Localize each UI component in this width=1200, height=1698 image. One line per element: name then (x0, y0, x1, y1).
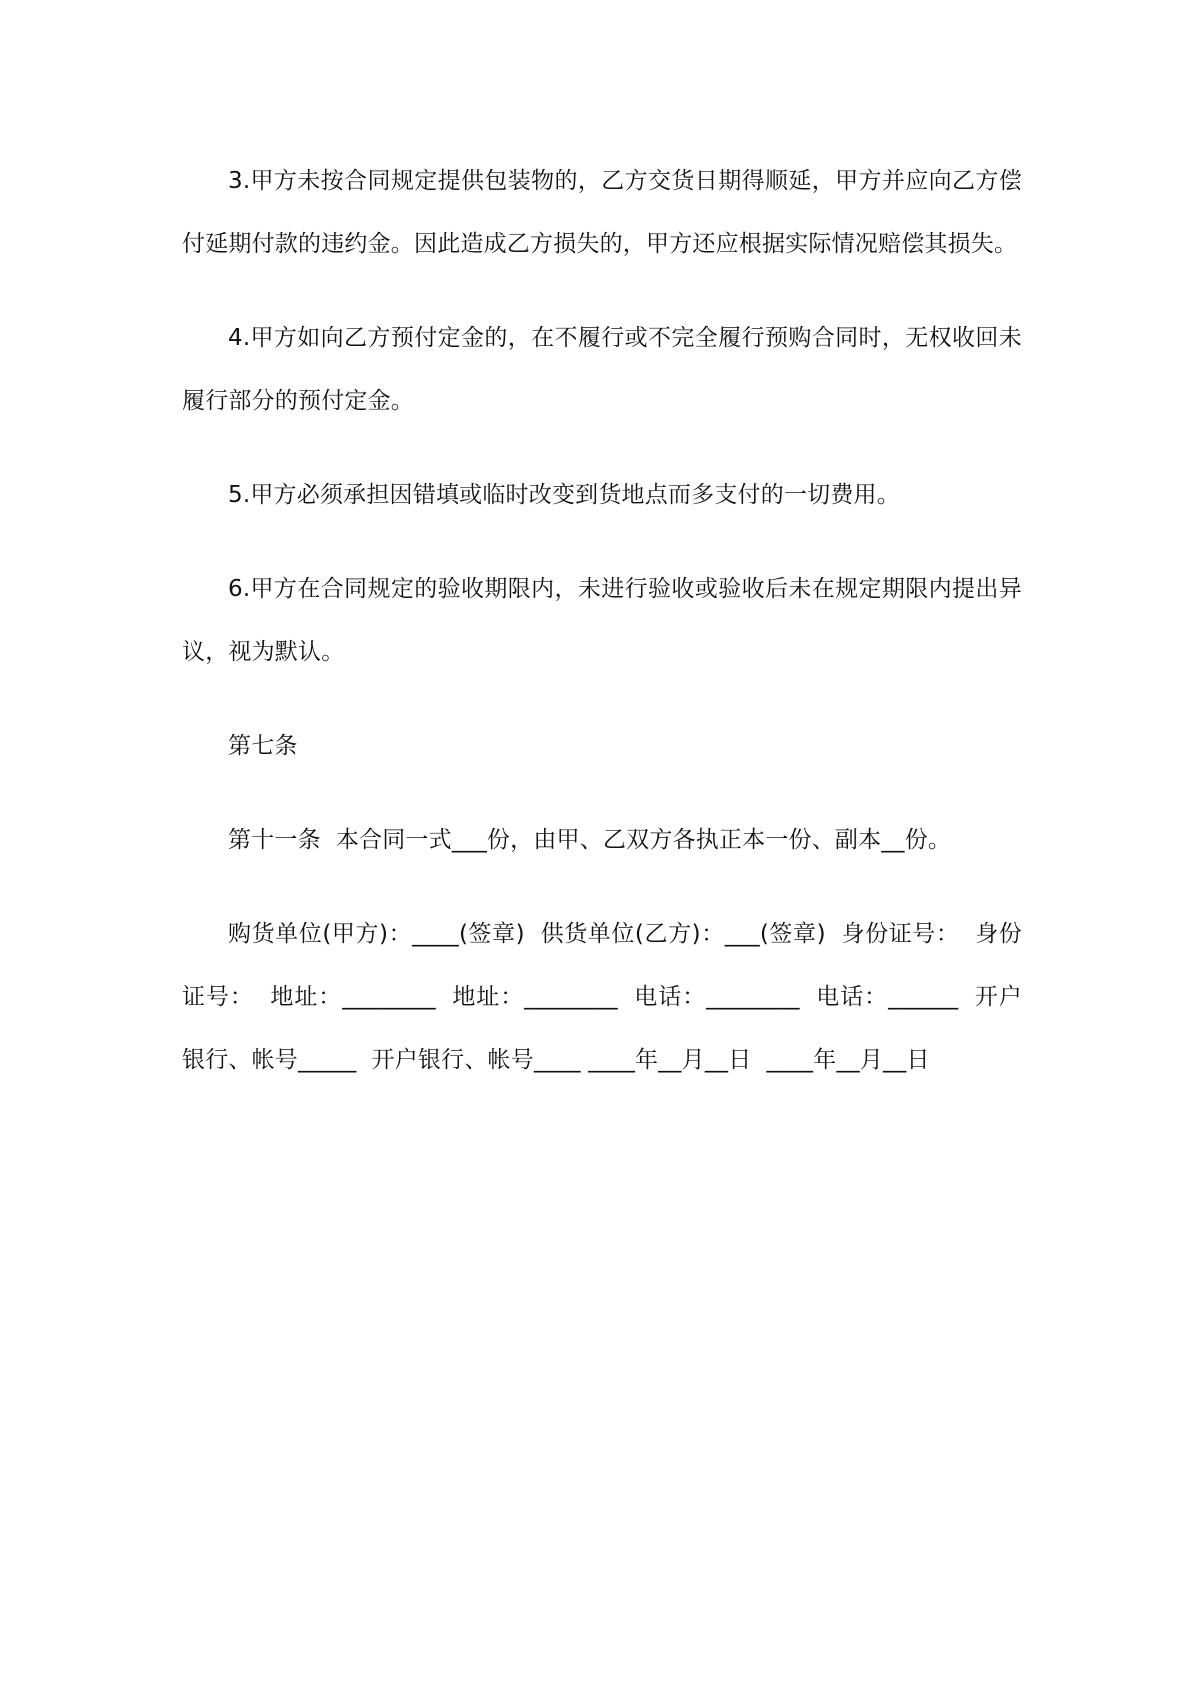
clause-3-packaging: 3.甲方未按合同规定提供包装物的，乙方交货日期得顺延，甲方并应向乙方偿付延期付款的违约金。因此造成乙方损失的，甲方还应根据实际情况赔偿其损失。 (182, 168, 1022, 257)
clause-6-inspection: 6.甲方在合同规定的验收期限内，未进行验收或验收后未在规定期限内提出异议，视为默认。 (182, 576, 1022, 665)
clause-5-delivery-cost: 5.甲方必须承担因错填或临时改变到货地点而多支付的一切费用。 (228, 482, 900, 508)
article-7-heading: 第七条 (228, 733, 298, 759)
signature-block: 购货单位(甲方)：____(签章) 供货单位(乙方)：___(签章) 身份证号： 身份证号： 地址：________ 地址：________ 电话：________ 电话：______ 开户银行、帐号_____ 开户银行、帐号____ ____年__月__日 ____年__月__日 (182, 921, 1022, 1073)
document-body (182, 150, 1022, 1123)
article-11-copies: 第十一条 本合同一式___份，由甲、乙双方各执正本一份、副本__份。 (228, 827, 952, 853)
clause-4-deposit: 4.甲方如向乙方预付定金的，在不履行或不完全履行预购合同时，无权收回未履行部分的预付定金。 (182, 325, 1022, 414)
